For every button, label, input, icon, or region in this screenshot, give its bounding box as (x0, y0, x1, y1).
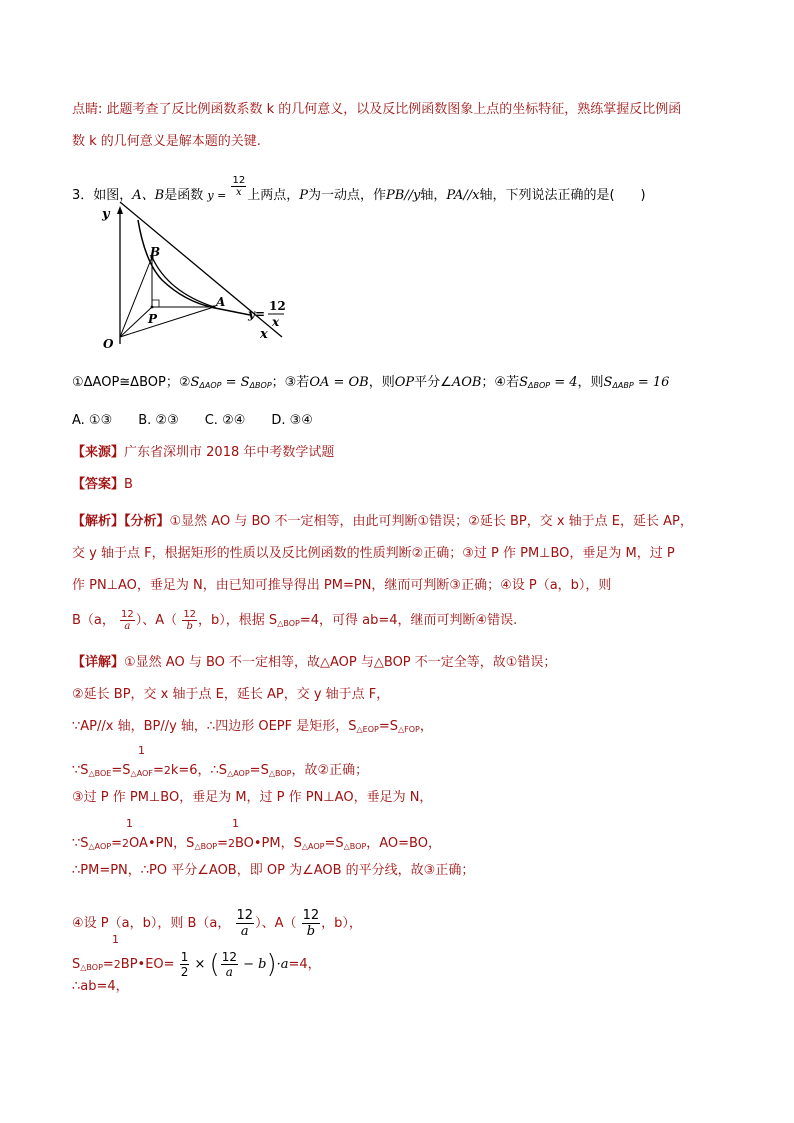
label-a: A (216, 295, 226, 309)
curve-b-to-a (152, 257, 214, 307)
segment-oa (120, 307, 214, 337)
fraction-12-over-a-inner: $\frac{12}{a}$ (221, 950, 237, 979)
answer-line: 【答案】B (72, 477, 133, 492)
label-o: O (103, 337, 114, 351)
label-func-y: y= (248, 307, 266, 321)
note-line-2: 数 k 的几何意义是解本题的关键. (72, 134, 261, 149)
detail-line-3: ∵AP//x 轴，BP//y 轴，∴四边形 OEPF 是矩形，$S_{\triangle EOP}=S_{\triangle FOP}$， (72, 719, 433, 734)
half-numerator-4: 1 (112, 933, 119, 946)
half-numerator-1: 1 (138, 744, 145, 757)
fraction-12-over-b-detail: $\frac{12}{b}$ (302, 908, 320, 939)
label-x: x (260, 327, 268, 342)
label-b: B (150, 245, 161, 259)
fraction-12-over-b: $\frac{12}{b}$ (183, 609, 197, 632)
fraction-one-half: $\frac{1}{2}$ (180, 950, 189, 979)
answer-options: A. ①③ B. ②③ C. ②④ D. ③④ (72, 413, 313, 428)
detail-line-5: ③过 P 作 PM⊥BO，垂足为 M，过 P 作 PN⊥AO，垂足为 N， (72, 790, 433, 805)
analysis-line-3: 作 PN⊥AO，垂足为 N，由已知可推导得出 PM=PN，继而可判断③正确；④设 P（a，b），则 (72, 578, 612, 593)
question-stem: 3．如图，A、B是函数 y = $\frac{12}{x}$ 上两点，P为一动点，作PB//y轴，PA//x轴，下列说法正确的是( ) (72, 175, 646, 203)
hyperbola-figure (90, 202, 290, 352)
detail-line-6: $\because S_{\triangle AOP}=2OA•PN$，$S_{\triangle BOP}=2BO•PM$，$S_{\triangle AOP}=S_{\triangle BOP}$，AO=BO， (72, 836, 441, 851)
label-p: P (148, 312, 158, 326)
analysis-line-4: B（a， $\frac{12}{a}$ ）、A（ $\frac{12}{b}$ ，b），根据 $S_{\triangle BOP}=4$，可得 ab=4，继而可判断④错误. (72, 609, 518, 632)
analysis-line-1: 【解析】【分析】①显然 AO 与 BO 不一定相等，由此可判断①错误；②延长 BP，交 x 轴于点 E，延长 AP， (72, 514, 693, 529)
half-numerator-3: 1 (232, 817, 239, 830)
detail-line-8: ④设 P（a，b），则 B（a， $\frac{12}{a}$ ）、A（ $\frac{12}{b}$ ，b）， (72, 908, 362, 939)
label-func-num: 12 (269, 299, 286, 313)
right-angle-mark (152, 300, 159, 307)
left-paren: ( (209, 949, 220, 980)
label-y: y (102, 207, 110, 222)
label-func-den: x (272, 315, 280, 329)
detail-line-9: $S_{\triangle BOP}=2BP•EO=$ $\frac{1}{2}$ × ( $\frac{12}{a}$ − b)·a=4， (72, 949, 321, 980)
right-paren: ) (266, 949, 277, 980)
analysis-line-2: 交 y 轴于点 F，根据矩形的性质以及反比例函数的性质判断②正确；③过 P 作 PM⊥BO，垂足为 M，过 P (72, 546, 675, 561)
half-numerator-2: 1 (126, 817, 133, 830)
detail-line-2: ②延长 BP，交 x 轴于点 E，延长 AP，交 y 轴于点 F， (72, 687, 390, 702)
function-fraction: $\frac{12}{x}$ (232, 175, 246, 198)
y-axis-arrow (117, 206, 123, 214)
fraction-12-over-a: $\frac{12}{a}$ (121, 609, 134, 632)
detail-line-10: ∴ab=4， (72, 979, 129, 994)
detail-line-1: 【详解】①显然 AO 与 BO 不一定相等，故△AOP 与△BOP 不一定全等，故①错误； (72, 655, 557, 670)
note-line-1: 点睛: 此题考查了反比例函数系数 k 的几何意义，以及反比例函数图象上点的坐标特征，熟练掌握反比例函 (72, 102, 682, 117)
point-p (151, 306, 154, 309)
detail-line-7: ∴PM=PN，∴PO 平分∠AOB，即 OP 为∠AOB 的平分线，故③正确； (72, 863, 475, 878)
fraction-12-over-a-detail: $\frac{12}{a}$ (236, 908, 254, 939)
statements-line: ①ΔAOP≅ΔBOP；$②S_{\Delta AOP} = S_{\Delta BOP}$；③若OA = OB，则OP平分∠AOB；④若$S_{\Delta BOP} = 4$，则$S_{\Delta ABP} = 16$ (72, 375, 670, 390)
hyperbola-curve (138, 220, 250, 315)
source-line: 【来源】广东省深圳市 2018 年中考数学试题 (72, 445, 335, 460)
detail-line-4: $\because S_{\triangle BOE}=S_{\triangle AOF}=2k=6$，$\therefore S_{\triangle AOP}=S_{\triangle BOP}$，故②正确； (72, 763, 369, 778)
